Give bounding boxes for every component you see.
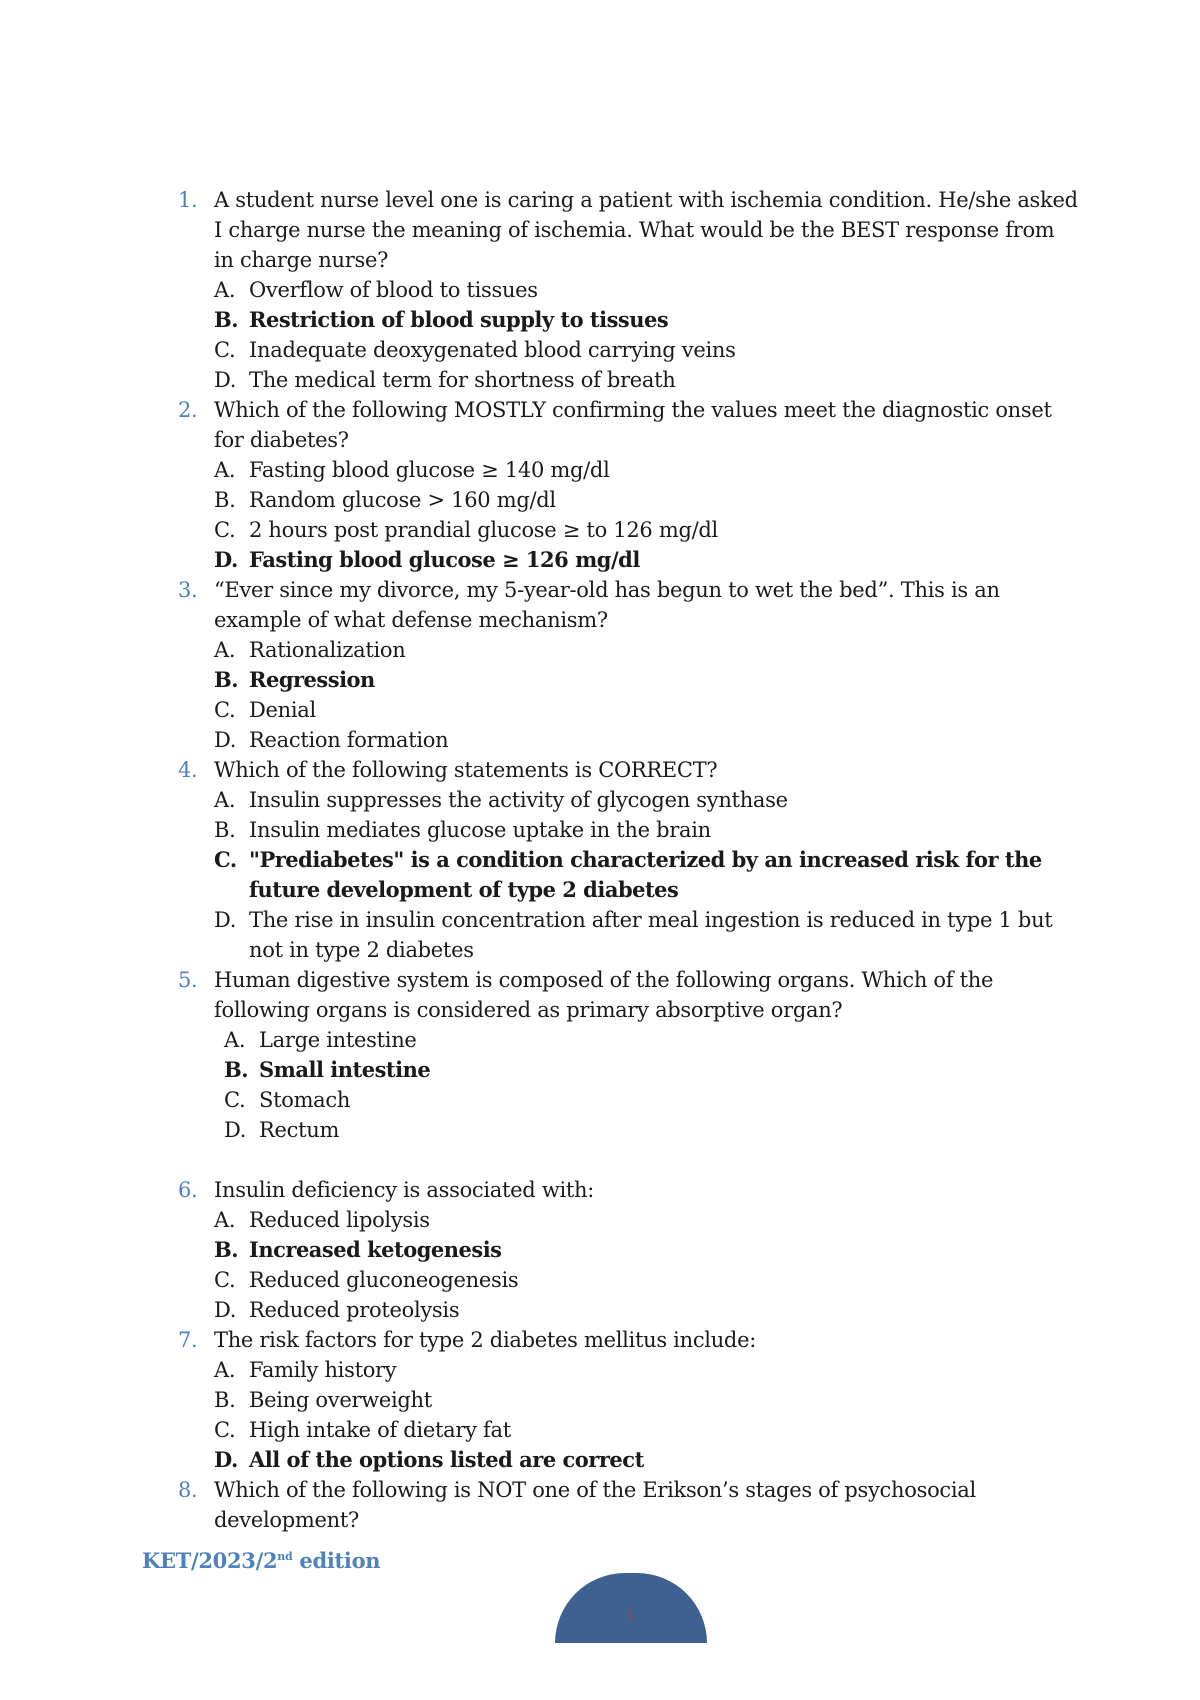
footer-edition-label [142, 1548, 380, 1573]
option-text: "Prediabetes" is a condition characterized by an increased risk for the future development of type 2 diabetes [249, 847, 1042, 902]
option-letter: D. [214, 1447, 238, 1472]
option-text: Regression [249, 667, 375, 692]
option-correct [224, 1055, 1078, 1085]
option-letter: A. [214, 788, 236, 812]
option-letter: D. [214, 547, 238, 572]
question-3 [178, 575, 1078, 635]
question-5 [178, 965, 1078, 1025]
option-text: 2 hours post prandial glucose ≥ to 126 mg/dl [249, 518, 718, 542]
option-text: Denial [249, 698, 316, 722]
option-text: Reaction formation [249, 728, 449, 752]
option-letter: B. [214, 488, 236, 512]
question-number: 1. [178, 188, 198, 212]
option [214, 1415, 1078, 1445]
page-number: 1 [627, 1607, 635, 1622]
option-text: Reduced lipolysis [249, 1208, 430, 1232]
question-number: 5. [178, 968, 198, 992]
option-letter: C. [214, 698, 236, 722]
option-letter: D. [214, 368, 237, 392]
question-6 [178, 1175, 1078, 1205]
option-text: Random glucose > 160 mg/dl [249, 488, 556, 512]
question-text: Human digestive system is composed of the following organs. Which of the following organs is considered as primary absorptive organ? [214, 968, 994, 1022]
option-text: Reduced proteolysis [249, 1298, 460, 1322]
option-text: Rationalization [249, 638, 406, 662]
option-text: Inadequate deoxygenated blood carrying veins [249, 338, 736, 362]
question-8 [178, 1475, 1078, 1535]
option-text: Overflow of blood to tissues [249, 278, 538, 302]
option-text: Restriction of blood supply to tissues [249, 307, 669, 332]
question-4 [178, 755, 1078, 785]
option-letter: D. [214, 728, 237, 752]
option-letter: A. [224, 1028, 246, 1052]
options-question-1 [178, 275, 1078, 395]
option-text: Being overweight [249, 1388, 432, 1412]
option-text: Rectum [259, 1118, 340, 1142]
option [224, 1085, 1078, 1115]
question-text: A student nurse level one is caring a patient with ischemia condition. He/she asked I charge nurse the meaning of ischemia. What would be the BEST response from in charge nurse? [214, 188, 1078, 272]
option [214, 515, 1078, 545]
option [214, 335, 1078, 365]
option [214, 635, 1078, 665]
option-text: Fasting blood glucose ≥ 126 mg/dl [249, 547, 640, 572]
question-text: Insulin deficiency is associated with: [214, 1178, 595, 1202]
option [214, 1295, 1078, 1325]
question-text: Which of the following MOSTLY confirming the values meet the diagnostic onset for diabetes? [214, 398, 1052, 452]
option-text: The rise in insulin concentration after meal ingestion is reduced in type 1 but not in type 2 diabetes [249, 908, 1053, 962]
option [214, 455, 1078, 485]
option-text: All of the options listed are correct [249, 1447, 644, 1472]
question-number: 6. [178, 1178, 198, 1202]
option-correct [214, 1235, 1078, 1265]
option [214, 695, 1078, 725]
question-text: The risk factors for type 2 diabetes mellitus include: [214, 1328, 756, 1352]
question-number: 7. [178, 1328, 198, 1352]
option-text: High intake of dietary fat [249, 1418, 511, 1442]
option-text: Stomach [259, 1088, 351, 1112]
option-text: The medical term for shortness of breath [249, 368, 676, 392]
footer-label-sup: nd [277, 1550, 293, 1563]
option-text: Insulin suppresses the activity of glycogen synthase [249, 788, 788, 812]
option-letter: B. [214, 818, 236, 842]
option [214, 485, 1078, 515]
option-letter: A. [214, 1358, 236, 1382]
footer-label-suffix: edition [292, 1548, 381, 1573]
option-letter: A. [214, 278, 236, 302]
option [214, 1355, 1078, 1385]
question-number: 2. [178, 398, 198, 422]
option-letter: D. [224, 1118, 247, 1142]
option-letter: D. [214, 1298, 237, 1322]
option-text: Large intestine [259, 1028, 417, 1052]
question-number: 8. [178, 1478, 198, 1502]
option-letter: C. [214, 847, 237, 872]
option [214, 1205, 1078, 1235]
question-1 [178, 185, 1078, 275]
option-text: Small intestine [259, 1057, 431, 1082]
option-text: Increased ketogenesis [249, 1237, 502, 1262]
options-question-4 [178, 785, 1078, 965]
question-list [178, 185, 1078, 1535]
option [214, 905, 1078, 965]
option [214, 365, 1078, 395]
option [214, 1265, 1078, 1295]
option [214, 785, 1078, 815]
option-correct [214, 545, 1078, 575]
option-letter: B. [214, 667, 239, 692]
option-correct [214, 665, 1078, 695]
options-question-7 [178, 1355, 1078, 1475]
option [224, 1025, 1078, 1055]
option-letter: C. [214, 1268, 236, 1292]
option-letter: A. [214, 458, 236, 482]
option-letter: A. [214, 1208, 236, 1232]
option-text: Reduced gluconeogenesis [249, 1268, 519, 1292]
options-question-5 [178, 1025, 1078, 1145]
option-text: Fasting blood glucose ≥ 140 mg/dl [249, 458, 610, 482]
question-text: Which of the following is NOT one of the Erikson’s stages of psychosocial development? [214, 1478, 976, 1532]
option-letter: B. [214, 1388, 236, 1412]
question-number: 4. [178, 758, 198, 782]
question-number: 3. [178, 578, 198, 602]
question-text: Which of the following statements is CORRECT? [214, 758, 718, 782]
question-2 [178, 395, 1078, 455]
options-question-2 [178, 455, 1078, 575]
option-text: Family history [249, 1358, 397, 1382]
options-question-3 [178, 635, 1078, 755]
option-correct [214, 845, 1078, 905]
option-correct [214, 305, 1078, 335]
option-letter: B. [214, 307, 239, 332]
option-letter: B. [214, 1237, 239, 1262]
option-letter: C. [214, 518, 236, 542]
option-correct [214, 1445, 1078, 1475]
option-letter: C. [224, 1088, 246, 1112]
page-number-tab [555, 1573, 707, 1643]
question-7 [178, 1325, 1078, 1355]
question-text: “Ever since my divorce, my 5-year-old has begun to wet the bed”. This is an example of what defense mechanism? [214, 578, 1000, 632]
option-letter: C. [214, 338, 236, 362]
option [214, 1385, 1078, 1415]
options-question-6 [178, 1205, 1078, 1325]
option [214, 725, 1078, 755]
option [214, 815, 1078, 845]
footer-label-prefix: KET/2023/2 [142, 1548, 278, 1573]
option-letter: C. [214, 1418, 236, 1442]
option [224, 1115, 1078, 1145]
option-letter: A. [214, 638, 236, 662]
option-letter: D. [214, 908, 237, 932]
option-text: Insulin mediates glucose uptake in the brain [249, 818, 711, 842]
option [214, 275, 1078, 305]
option-letter: B. [224, 1057, 249, 1082]
